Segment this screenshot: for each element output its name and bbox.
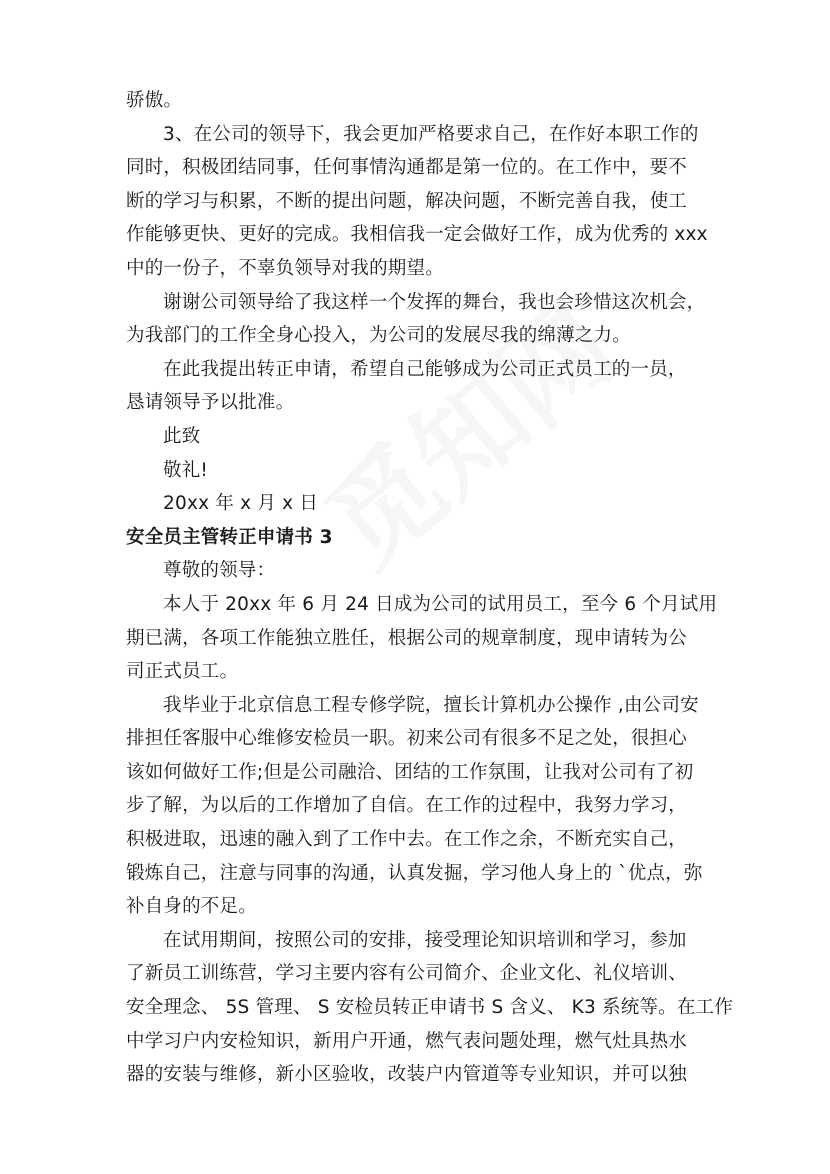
text-line: 谢谢公司领导给了我这样一个发挥的舞台，我也会珍惜这次机会， [163, 291, 706, 313]
text-line: 器的安装与维修，新小区验收，改装户内管道等专业知识，并可以独 [126, 1064, 688, 1086]
text-line: 此致 [163, 425, 201, 447]
text-line: 本人于 20xx 年 6 月 24 日成为公司的试用员工，至今 6 个月试用 [163, 593, 718, 615]
section-heading: 安全员主管转正申请书 3 [126, 526, 333, 548]
text-line: 我毕业于北京信息工程专修学院，擅长计算机办公操作 ,由公司安 [163, 694, 699, 716]
text-line: 补自身的不足。 [126, 896, 257, 918]
text-line: 司正式员工。 [126, 661, 239, 683]
text-line: 步了解，为以后的工作增加了自信。在工作的过程中，我努力学习， [126, 795, 688, 817]
text-line: 断的学习与积累，不断的提出问题，解决问题，不断完善自我，使工 [126, 190, 688, 212]
text-line: 中学习户内安检知识，新用户开通，燃气表问题处理，燃气灶具热水 [126, 1030, 688, 1052]
text-line: 该如何做好工作;但是公司融洽、团结的工作氛围，让我对公司有了初 [126, 761, 694, 783]
text-line: 期已满，各项工作能独立胜任，根据公司的规章制度，现申请转为公 [126, 627, 688, 649]
text-line: 同时，积极团结同事，任何事情沟通都是第一位的。在工作中，要不 [126, 157, 688, 179]
text-line: 了新员工训练营，学习主要内容有公司简介、企业文化、礼仪培训、 [126, 963, 688, 985]
text-line: 排担任客服中心维修安检员一职。初来公司有很多不足之处，很担心 [126, 728, 688, 750]
text-line: 恳请领导予以批准。 [126, 392, 295, 414]
text-line: 在此我提出转正申请，希望自己能够成为公司正式员工的一员， [163, 358, 687, 380]
text-line: 尊敬的领导： [163, 560, 276, 582]
text-line: 作能够更快、更好的完成。我相信我一定会做好工作，成为优秀的 xxx [126, 224, 708, 246]
text-line: 20xx 年 x 月 x 日 [163, 493, 319, 515]
document-body [126, 84, 733, 1092]
text-line: 骄傲。 [126, 90, 183, 111]
text-line: 中的一份子，不辜负领导对我的期望。 [126, 257, 444, 279]
text-line: 3、在公司的领导下，我会更加严格要求自己，在作好本职工作的 [163, 123, 699, 145]
text-line: 敬礼! [163, 459, 209, 481]
text-line: 在试用期间，按照公司的安排，接受理论知识培训和学习，参加 [163, 929, 687, 951]
text-line: 为我部门的工作全身心投入，为公司的发展尽我的绵薄之力。 [126, 325, 631, 347]
text-line: 安全理念、 5S 管理、 S 安检员转正申请书 S 含义、 K3 系统等。在工作 [126, 997, 733, 1019]
text-line: 积极进取，迅速的融入到了工作中去。在工作之余，不断充实自己， [126, 829, 688, 851]
text-line: 锻炼自己，注意与同事的沟通，认真发掘，学习他人身上的 `优点，弥 [126, 862, 703, 884]
